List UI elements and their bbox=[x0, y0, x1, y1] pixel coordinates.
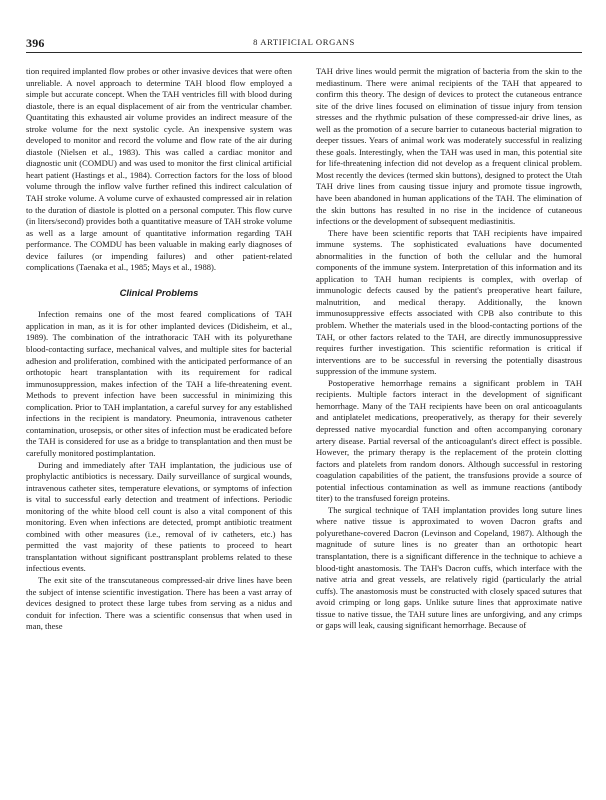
paragraph: There have been scientific reports that TAH recipients have impaired immune systems. The sophisticated evaluations have documented abnormalities in the function of both the cellular and the humoral components of the immune system. Interpretation of this information and its application to TAH human recipients is complex, with overlap of immunologic defects caused by the patient's preoperative heart failure, malnutrition, and medical therapy. Additionally, the known immunosuppressive effects associated with CPB also contribute to this problem. Whether the materials used in the blood-contacting portions of the TAH, or other factors related to the TAH, are directly immunosuppressive requires further investigation. This scientific reformation is critical if interventions are to be successful in reversing the potentially disastrous suppression of the immune system. bbox=[316, 227, 582, 377]
left-column bbox=[26, 66, 292, 633]
paragraph: tion required implanted flow probes or other invasive devices that were often unreliable. A novel approach to determine TAH blood flow employed a simple but accurate concept. When the TAH ventricles fill with blood during diastole, there is an equal displacement of air from the ventricular chamber. Quantitating this exhausted air volume provides an indirect measure of the stroke volume for the next systolic cycle. An inexpensive system was developed to monitor and record the volume and flow rate of the air during diastole (Nielsen et al., 1983). This was called a cardiac monitor and diagnostic unit (COMDU) and was used to monitor the first clinical artificial heart patient (Hastings et al., 1984). Correction factors for the loss of blood volume through the inflow valve further refined this indirect calculation of TAH stroke volume. A volume curve of exhausted compressed air in relation to the duration of diastole is plotted on a personal computer. This flow curve (in liters/second) provides both a quantitative measure of TAH stroke volume as well as a large amount of quantitative information regarding TAH performance. The COMDU has been valuable in making early diagnoses of device failures (or impending failures) and other patient-related complications (Taenaka et al., 1985; Mays et al., 1988). bbox=[26, 66, 292, 273]
paragraph: TAH drive lines would permit the migration of bacteria from the skin to the mediastinum. There were animal recipients of the TAH that appeared to confirm this theory. The design of devices to protect the cutaneous entrance site of the drive lines focused on elimination of tissue injury from tension stresses and the rhythmic pulsation of these compressed-air drive lines, as well as the promotion of a secure barrier to cutaneous bacterial migration to deeper tissues. Years of animal work was moderately successful in realizing these goals. Interestingly, when the TAH was used in man, this potential site for life-threatening infection did not develop as a frequent clinical problem. Most recently the devices (termed skin buttons), designed to protect the Utah TAH drive lines from causing tissue injury and promote tissue ingrowth, have been abandoned in human applications of the TAH. The elimination of the skin buttons has resulted in no rise in the incidence of cutaneous infections or the development of subsequent mediastinitis. bbox=[316, 66, 582, 227]
right-column bbox=[316, 66, 582, 632]
running-head: 8 ARTIFICIAL ORGANS bbox=[253, 37, 355, 47]
paragraph: The surgical technique of TAH implantation provides long suture lines where native tissue is approximated to woven Dacron grafts and polyurethane-covered Dacron (Levinson and Copeland, 1987). Although the magnitude of suture lines is no greater than an orthotopic heart transplantation, there is a significant difference in the technique to achieve a blood-tight anastomosis. The TAH's Dacron cuffs, which interface with the native atria and great vessels, are relatively rigid (particularly the atrial cuffs). The anastomosis must be constructed with closely spaced sutures that avoid crimping or long gaps. Unlike suture lines that approximate native tissue to native tissue, the TAH suture lines are unforgiving, and any crimps or gaps will leak, causing significant hemorrhage. Because of bbox=[316, 504, 582, 631]
paragraph: Infection remains one of the most feared complications of TAH application in man, as it is for other implanted devices (Didisheim, et al., 1989). The combination of the intrathoracic TAH with its polyurethane blood-contacting surface, mechanical valves, and multiple sites for bacterial adhesion and proliferation, combined with the anticipated performance of an orthotopic heart transplantation with its requirement for radical immunosuppression, makes infection of the TAH a life-threatening event. Methods to prevent infection have been successful in minimizing this complication. Prior to TAH implantation, a careful survey for any established infections in the recipient is mandatory. Pneumonia, intravenous catheter contamination, urosepsis, or other sites of infection must be eradicated before the TAH is considered for use as a bridge to transplantation and then must be carefully monitored postimplantation. bbox=[26, 309, 292, 458]
header-rule bbox=[26, 52, 582, 53]
page-header bbox=[26, 36, 582, 50]
section-heading: Clinical Problems bbox=[119, 286, 199, 298]
page-number: 396 bbox=[26, 36, 45, 50]
paragraph: During and immediately after TAH implantation, the judicious use of prophylactic antibiotics is necessary. Daily surveillance of surgical wounds, intravenous catheter sites, temperature elevations, or symptoms of infection is vital to successful early detection and treatment of infections. Periodic monitoring of the white blood cell count is also a vital component of this monitoring. Even when infections are detected, prompt antibiotic treatment combined with other measures (i.e., removal of iv catheters, etc.) has permitted the vast majority of these patients to proceed to heart transplantation without significant posttransplant problems related to these infectious events. bbox=[26, 459, 292, 574]
paragraph: Postoperative hemorrhage remains a significant problem in TAH recipients. Multiple factors interact in the development of significant hemorrhage. Many of the TAH recipients have been on oral anticoagulants and antiplatelet medications, preoperatively, as therapy for their severely depressed native myocardial function and often accompanying coronary artery disease. Partial reversal of the anticoagulant's direct effect is possible. However, the primary therapy is the replacement of the protein clotting factors and platelets from random donors. Although successful in restoring coagulation capabilities of the patient, the transfusions provide a source of potential infectious contamination as well as immune reactions (antibody titer) to the transfused foreign proteins. bbox=[316, 377, 582, 504]
paragraph: The exit site of the transcutaneous compressed-air drive lines have been the subject of intense scientific investigation. There has been a vast array of devices designed to protect these large tubes from serving as a nidus and conduit for infection. There was a scientific consensus that when used in man, these bbox=[26, 574, 292, 632]
